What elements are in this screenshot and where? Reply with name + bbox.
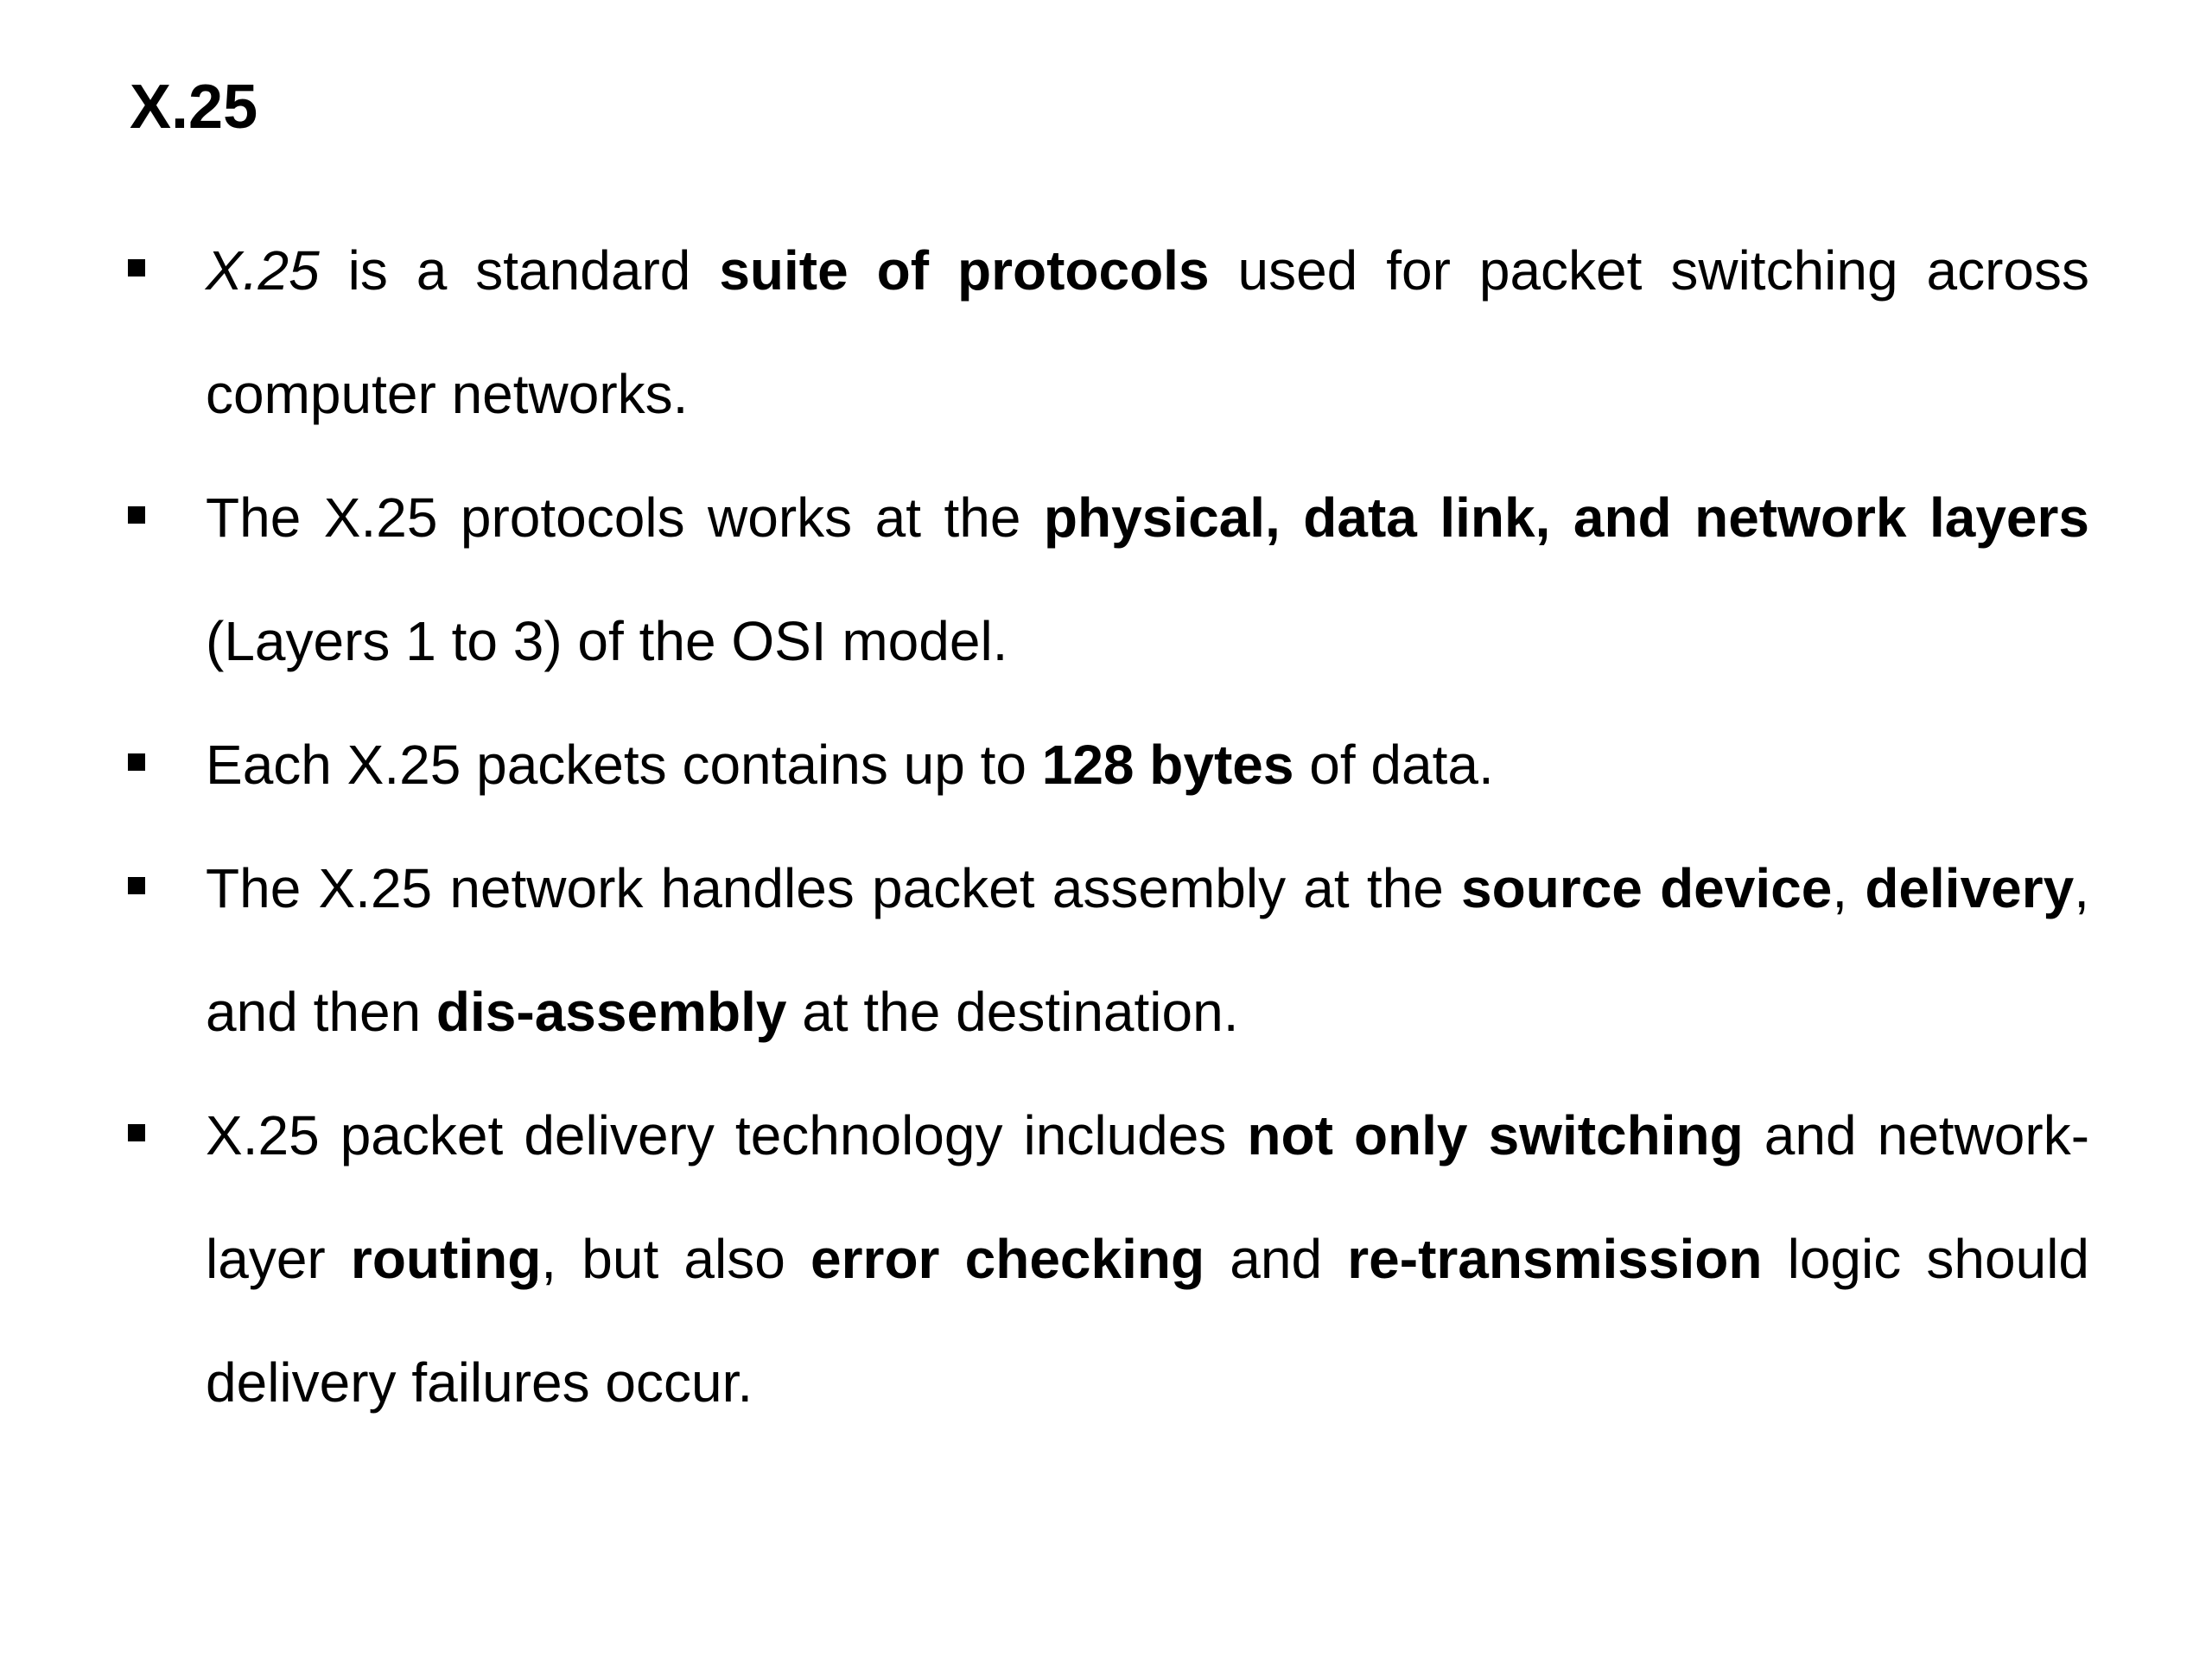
slide-title: X.25 bbox=[130, 73, 258, 142]
square-bullet-icon bbox=[128, 877, 145, 894]
bullet-text bbox=[206, 209, 2089, 456]
text-run: (Layers 1 to 3) of the OSI model. bbox=[206, 610, 1008, 672]
bullet-item bbox=[0, 1074, 2212, 1445]
bold-term: delivery bbox=[1865, 857, 2075, 919]
text-run: , and then bbox=[206, 857, 2090, 1043]
bullet-item bbox=[0, 456, 2212, 703]
text-run: X.25 packet delivery technology includes bbox=[206, 1104, 1248, 1166]
bullet-text bbox=[206, 456, 2089, 703]
text-run: and bbox=[1205, 1228, 1348, 1290]
text-run: The X.25 protocols works at the bbox=[206, 486, 1044, 549]
bullet-item bbox=[0, 827, 2212, 1074]
text-run: and network-layer bbox=[206, 1104, 2090, 1290]
italic-term: X.25 bbox=[206, 239, 320, 302]
bold-term: not only switching bbox=[1247, 1104, 1744, 1166]
text-run: Each X.25 packets contains up to bbox=[206, 734, 1042, 796]
bullet-item bbox=[0, 703, 2212, 827]
bold-term: physical, data link, and network layers bbox=[1043, 486, 2089, 549]
square-bullet-icon bbox=[128, 259, 145, 276]
bold-term: re-transmission bbox=[1347, 1228, 1763, 1290]
text-run: , bbox=[1832, 857, 1866, 919]
bullet-text bbox=[206, 1074, 2089, 1445]
text-run: is a standard bbox=[319, 239, 720, 302]
text-run: , but also bbox=[541, 1228, 811, 1290]
bold-term: source device bbox=[1461, 857, 1833, 919]
bold-term: error checking bbox=[810, 1228, 1205, 1290]
square-bullet-icon bbox=[128, 506, 145, 524]
bullet-text bbox=[206, 703, 2089, 827]
text-run: at the destination. bbox=[786, 981, 1239, 1043]
text-run: The X.25 network handles packet assembly at the bbox=[206, 857, 1461, 919]
text-run: logic should delivery failures occur. bbox=[206, 1228, 2090, 1414]
text-run: of data. bbox=[1294, 734, 1494, 796]
bold-term: suite of protocols bbox=[719, 239, 1210, 302]
bullet-item bbox=[0, 209, 2212, 456]
square-bullet-icon bbox=[128, 753, 145, 771]
bold-term: 128 bytes bbox=[1041, 734, 1294, 796]
text-run: used for packet switching across computer networks. bbox=[206, 239, 2090, 425]
bold-term: routing bbox=[350, 1228, 542, 1290]
square-bullet-icon bbox=[128, 1124, 145, 1141]
bullet-list bbox=[0, 209, 2212, 1445]
bold-term: dis-assembly bbox=[435, 981, 787, 1043]
bullet-text bbox=[206, 827, 2089, 1074]
